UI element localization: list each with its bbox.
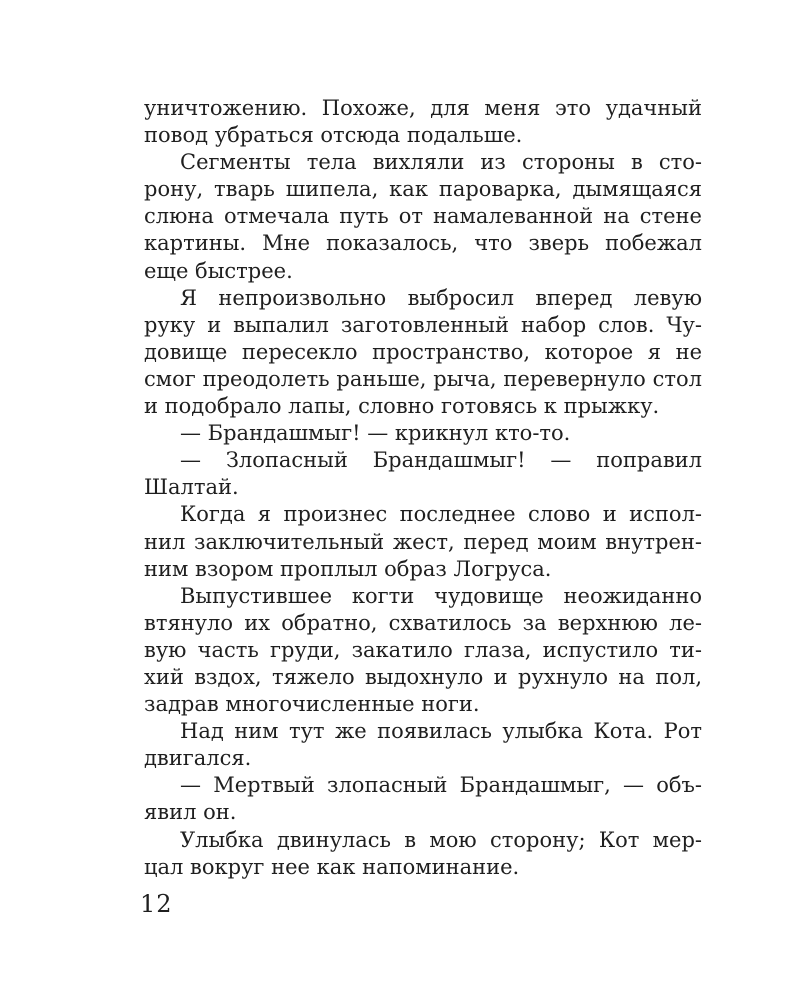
text-line: Я непроизвольно выбросил вперед левую [180,285,702,310]
paragraph [144,420,702,447]
text-line: еще быстрее. [144,258,293,283]
paragraph [144,827,702,881]
paragraph [144,772,702,826]
paragraph [144,285,702,420]
text-line: ним взором проплыл образ Логруса. [144,556,552,581]
text-line: нил заключительный жест, перед моим внутрен- [144,529,702,554]
paragraph [144,149,702,284]
text-line: Когда я произнес последнее слово и испол- [180,502,702,527]
text-line: Выпустившее когти чудовище неожиданно [180,583,702,608]
text-line: уничтожению. Похоже, для меня это удачный [144,96,702,120]
text-line: довище пересекло пространство, которое я не [144,339,702,364]
text-line: руку и выпалил заготовленный набор слов. Чу- [144,312,702,337]
text-line: — Брандашмыг! — крикнул кто-то. [180,421,571,446]
text-line: хий вздох, тяжело выдохнуло и рухнуло на пол, [144,664,702,689]
text-line: Сегменты тела вихляли из стороны в сто- [180,150,702,175]
text-line: цал вокруг нее как напоминание. [144,854,520,879]
text-line: слюна отмечала путь от намалеванной на стене [144,204,702,229]
text-line: явил он. [144,800,237,825]
paragraph [144,718,702,772]
text-line: двигался. [144,746,252,771]
text-line: вую часть груди, закатило глаза, испустило ти- [144,637,702,662]
text-line: — Злопасный Брандашмыг! — поправил [180,448,702,473]
page-number: 12 [140,890,173,918]
text-line: Улыбка двинулась в мою сторону; Кот мер- [180,827,702,852]
text-line: — Мертвый злопасный Брандашмыг, — объ- [180,773,702,798]
text-line: Над ним тут же появилась улыбка Кота. Рот [180,719,702,744]
text-line: рону, тварь шипела, как пароварка, дымящаяся [144,177,702,202]
text-line: Шалтай. [144,475,239,500]
text-line: задрав многочисленные ноги. [144,692,480,717]
text-line: втянуло их обратно, схватилось за верхнюю ле- [144,610,702,635]
paragraph [144,447,702,501]
paragraph [144,501,702,582]
text-line: картины. Мне показалось, что зверь побежал [144,231,702,256]
body-text [144,95,702,881]
paragraph [144,583,702,718]
text-line: и подобрало лапы, словно готовясь к прыжку. [144,394,660,419]
text-line: повод убраться отсюда подальше. [144,123,523,148]
text-line: смог преодолеть раньше, рыча, перевернуло стол [144,366,702,391]
paragraph [144,95,702,149]
